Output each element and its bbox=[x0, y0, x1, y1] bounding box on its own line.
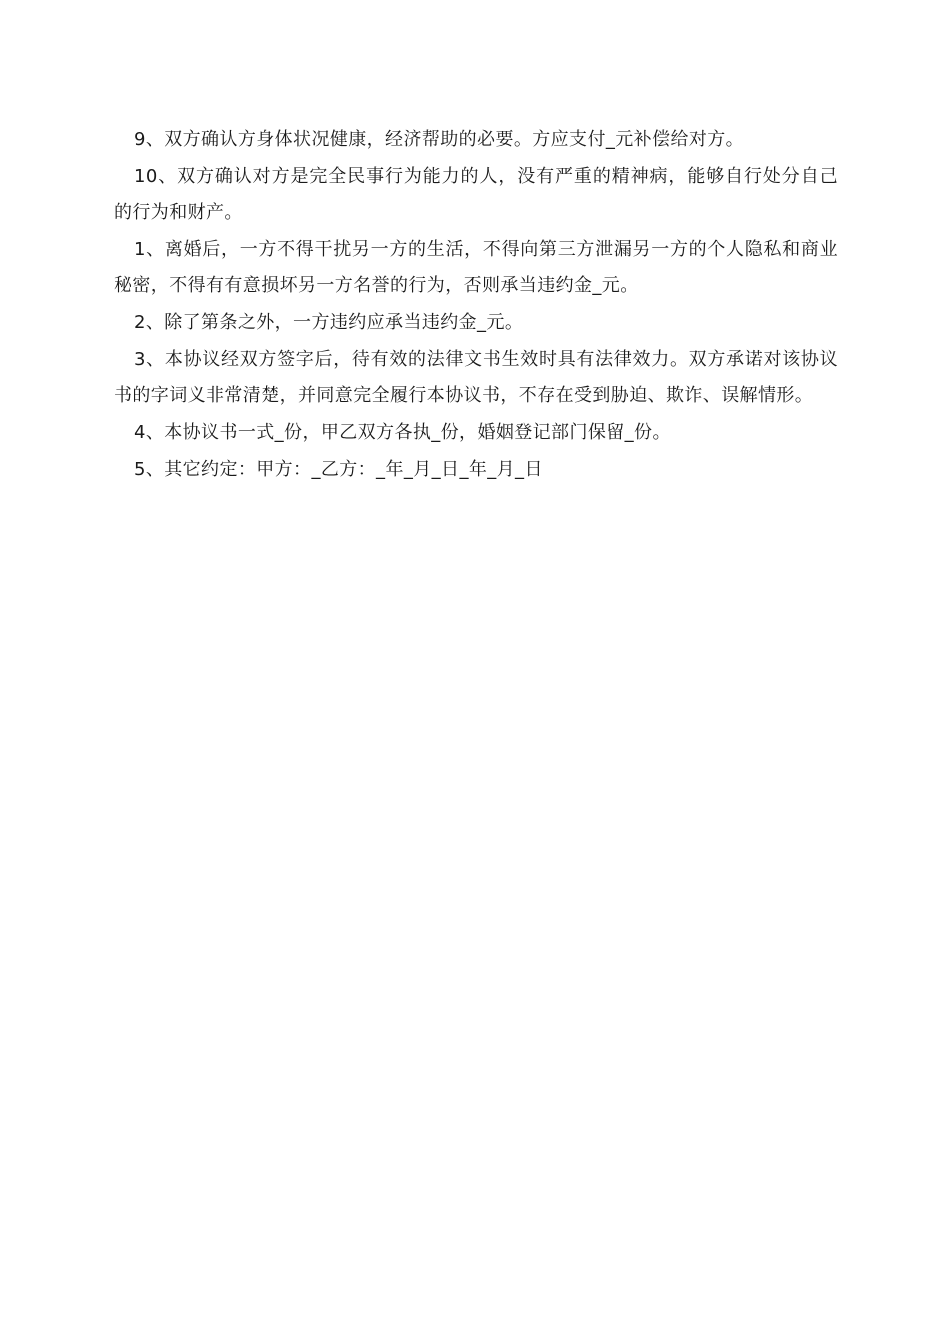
clause-10-civil-capacity: 10、双方确认对方是完全民事行为能力的人，没有严重的精神病，能够自行处分自己的行为和财产。 bbox=[114, 166, 838, 223]
clause-1-privacy: 1、离婚后，一方不得干扰另一方的生活，不得向第三方泄漏另一方的个人隐私和商业秘密，不得有有意损坏另一方名誉的行为，否则承当违约金_元。 bbox=[114, 239, 838, 296]
clause-5-signatures: 5、其它约定：甲方：_乙方：_年_月_日_年_月_日 bbox=[134, 459, 543, 480]
document-body bbox=[114, 122, 838, 489]
clause-3-effectiveness: 3、本协议经双方签字后，待有效的法律文书生效时具有法律效力。双方承诺对该协议书的字词义非常清楚，并同意完全履行本协议书，不存在受到胁迫、欺诈、误解情形。 bbox=[114, 349, 838, 406]
clause-4-copies: 4、本协议书一式_份，甲乙双方各执_份，婚姻登记部门保留_份。 bbox=[134, 422, 671, 443]
clause-9-health-support: 9、双方确认方身体状况健康，经济帮助的必要。方应支付_元补偿给对方。 bbox=[134, 129, 745, 150]
clause-2-breach-penalty: 2、除了第条之外，一方违约应承当违约金_元。 bbox=[134, 312, 524, 333]
